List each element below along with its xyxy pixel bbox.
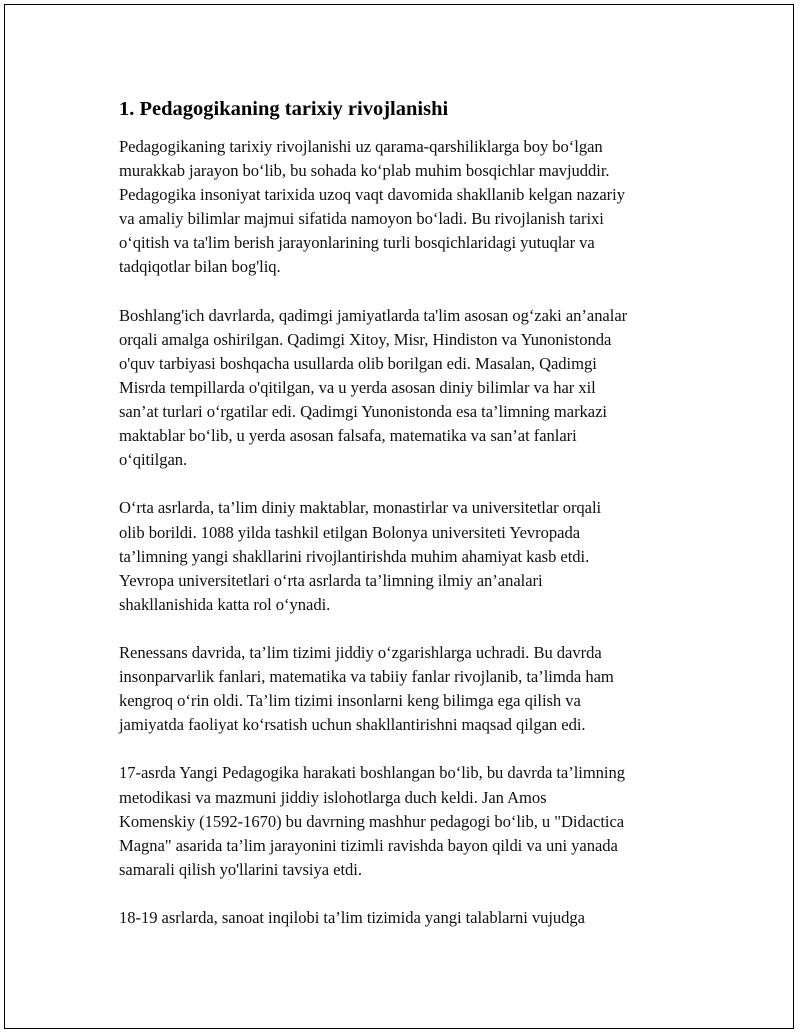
text-line: o‘qitilgan.	[119, 450, 188, 470]
text-line: tadqiqotlar bilan bog'liq.	[119, 257, 281, 277]
paragraph	[119, 496, 689, 616]
text-line: samarali qilish yo'llarini tavsiya etdi.	[119, 859, 362, 879]
text-line: murakkab jarayon bo‘lib, bu sohada ko‘plab muhim bosqichlar mavjuddir.	[119, 161, 610, 181]
document-page	[4, 4, 794, 1029]
text-line: Misrda tempillarda o'qitilgan, va u yerda asosan diniy bilimlar va har xil	[119, 377, 596, 397]
text-line: maktablar bo‘lib, u yerda asosan falsafa, matematika va san’at fanlari	[119, 426, 577, 446]
paragraph	[119, 761, 689, 881]
text-line: jamiyatda faoliyat ko‘rsatish uchun shakllantirishni maqsad qilgan edi.	[119, 715, 586, 735]
text-line: Pedagogikaning tarixiy rivojlanishi uz qarama-qarshiliklarga boy bo‘lgan	[119, 137, 603, 156]
paragraph	[119, 304, 689, 473]
text-line: shakllanishida katta rol o‘ynadi.	[119, 594, 331, 614]
text-line: O‘rta asrlarda, ta’lim diniy maktablar, monastirlar va universitetlar orqali	[119, 498, 602, 518]
text-line: olib borildi. 1088 yilda tashkil etilgan Bolonya universiteti Yevropada	[119, 522, 581, 542]
text-line: Magna" asarida ta’lim jarayonini tizimli ravishda bayon qildi va uni yanada	[119, 835, 618, 855]
paragraph	[119, 641, 689, 737]
document-content	[119, 93, 689, 954]
text-line: Komenskiy (1592-1670) bu davrning mashhur pedagogi bo‘lib, u "Didactica	[119, 811, 625, 831]
text-line: 17-asrda Yangi Pedagogika harakati boshlangan bo‘lib, bu davrda ta’limning	[119, 763, 625, 783]
paragraphs	[119, 135, 689, 930]
text-line: kengroq o‘rin oldi. Ta’lim tizimi insonlarni keng bilimga ega qilish va	[119, 691, 581, 711]
text-line: ta’limning yangi shakllarini rivojlantirishda muhim ahamiyat kasb etdi.	[119, 546, 590, 566]
text-line: 18-19 asrlarda, sanoat inqilobi ta’lim tizimida yangi talablarni vujudga	[119, 908, 585, 927]
paragraph	[119, 906, 689, 930]
text-line: o'quv tarbiyasi boshqacha usullarda olib borilgan edi. Masalan, Qadimgi	[119, 353, 597, 373]
section-heading: 1. Pedagogikaning tarixiy rivojlanishi	[119, 98, 449, 120]
text-line: metodikasi va mazmuni jiddiy islohotlarga duch keldi. Jan Amos	[119, 787, 547, 807]
text-line: Yevropa universitetlari o‘rta asrlarda ta’limning ilmiy an’analari	[119, 570, 543, 590]
text-line: insonparvarlik fanlari, matematika va tabiiy fanlar rivojlanib, ta’limda ham	[119, 667, 614, 687]
text-line: va amaliy bilimlar majmui sifatida namoyon bo‘ladi. Bu rivojlanish tarixi	[119, 209, 604, 229]
text-line: orqali amalga oshirilgan. Qadimgi Xitoy, Misr, Hindiston va Yunonistonda	[119, 329, 612, 349]
text-line: Pedagogika insoniyat tarixida uzoq vaqt davomida shakllanib kelgan nazariy	[119, 185, 625, 205]
text-line: o‘qitish va ta'lim berish jarayonlarining turli bosqichlaridagi yutuqlar va	[119, 233, 595, 253]
text-line: san’at turlari o‘rgatilar edi. Qadimgi Yunonistonda esa ta’limning markazi	[119, 402, 607, 422]
paragraph	[119, 135, 689, 280]
text-line: Boshlang'ich davrlarda, qadimgi jamiyatlarda ta'lim asosan og‘zaki an’analar	[119, 305, 628, 325]
text-line: Renessans davrida, ta’lim tizimi jiddiy o‘zgarishlarga uchradi. Bu davrda	[119, 642, 602, 662]
